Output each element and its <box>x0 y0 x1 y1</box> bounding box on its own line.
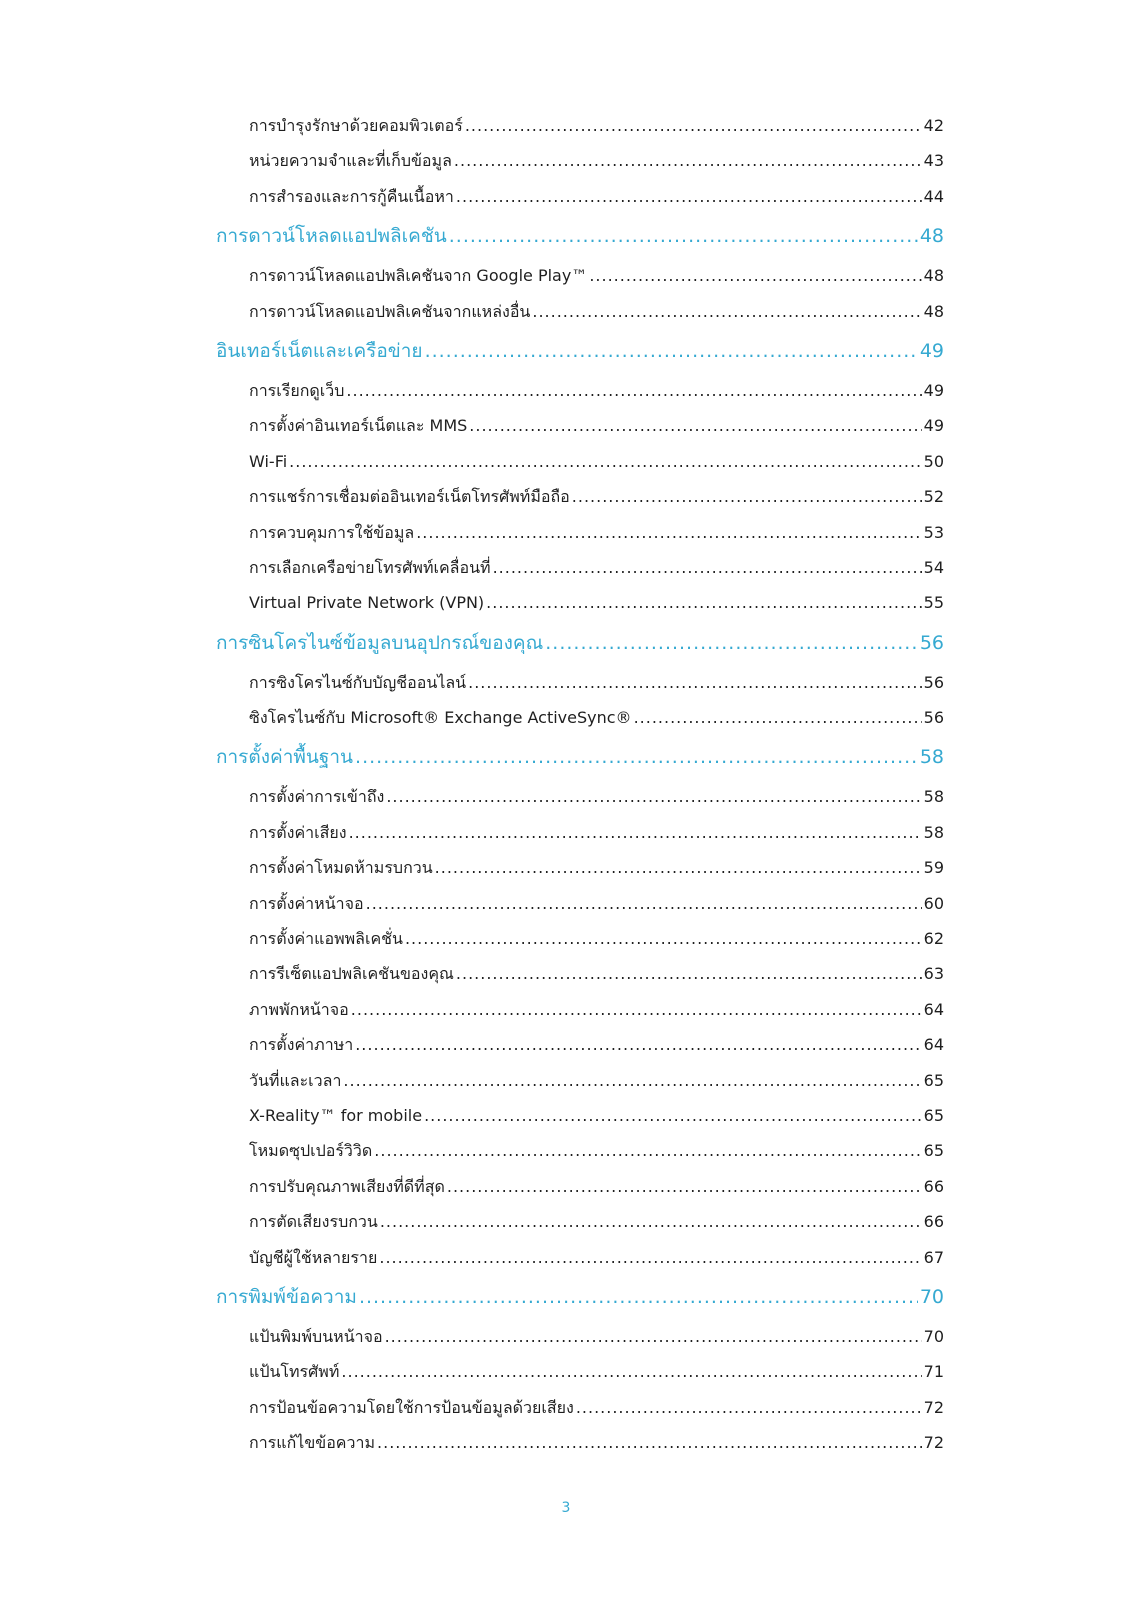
toc-entry[interactable] <box>249 1204 944 1239</box>
page-ref: 72 <box>923 1397 944 1417</box>
entry-title: บัญชีผู้ใช้หลายราย <box>249 1247 378 1267</box>
dot-leader <box>355 735 918 779</box>
toc-entry[interactable] <box>249 850 944 885</box>
dot-leader <box>359 1275 918 1319</box>
entry-title: ภาพพักหน้าจอ <box>249 999 349 1019</box>
toc-entry[interactable] <box>249 886 944 921</box>
dot-leader <box>355 1027 921 1062</box>
page-ref: 56 <box>923 672 944 692</box>
dot-leader <box>341 1354 921 1389</box>
toc-entry[interactable] <box>249 179 944 214</box>
dot-leader <box>447 1169 922 1204</box>
page-ref: 48 <box>923 301 944 321</box>
page-ref: 52 <box>923 487 944 507</box>
dot-leader <box>454 143 922 178</box>
toc-entry[interactable] <box>249 1027 944 1062</box>
dot-leader <box>634 700 922 735</box>
entry-title: หน่วยความจำและที่เก็บข้อมูล <box>249 151 452 171</box>
dot-leader <box>385 1319 922 1354</box>
toc-entry[interactable] <box>249 408 944 443</box>
toc-entry[interactable] <box>249 108 944 143</box>
entry-title: โหมดซุปเปอร์วิวิด <box>249 1141 373 1161</box>
page-ref: 72 <box>923 1433 944 1453</box>
dot-leader <box>425 329 918 373</box>
entry-title: การแก้ไขข้อความ <box>249 1433 376 1453</box>
entry-title: การดาวน์โหลดแอปพลิเคชันจากแหล่งอื่น <box>249 301 531 321</box>
page-ref: 55 <box>923 593 944 613</box>
toc-entry[interactable] <box>249 700 944 735</box>
toc-section-heading[interactable] <box>216 735 944 779</box>
page-ref: 48 <box>923 266 944 286</box>
dot-leader <box>424 1098 922 1133</box>
page-ref: 70 <box>923 1326 944 1346</box>
page-ref: 56 <box>923 708 944 728</box>
page-ref: 48 <box>919 225 944 248</box>
toc-section-heading[interactable] <box>216 329 944 373</box>
toc-section-heading[interactable] <box>216 214 944 258</box>
dot-leader <box>486 585 921 620</box>
toc-entry[interactable] <box>249 585 944 620</box>
entry-title: การตั้งค่าการเข้าถึง <box>249 787 385 807</box>
dot-leader <box>416 515 921 550</box>
page-ref: 62 <box>923 929 944 949</box>
page-ref: 67 <box>923 1247 944 1267</box>
dot-leader <box>576 1390 922 1425</box>
page-ref: 53 <box>923 522 944 542</box>
entry-title: การป้อนข้อความโดยใช้การป้อนข้อมูลด้วยเสียง <box>249 1397 574 1417</box>
entry-title: การควบคุมการใช้ข้อมูล <box>249 522 415 542</box>
entry-title: การตัดเสียงรบกวน <box>249 1212 378 1232</box>
section-title: การพิมพ์ข้อความ <box>216 1285 357 1308</box>
toc-entry[interactable] <box>249 921 944 956</box>
entry-title: X-Reality™ for mobile <box>249 1105 423 1125</box>
toc-entry[interactable] <box>249 143 944 178</box>
dot-leader <box>572 479 922 514</box>
toc-entry[interactable] <box>249 1169 944 1204</box>
dot-leader <box>289 444 921 479</box>
page-number: 3 <box>561 1500 571 1516</box>
page-ref: 49 <box>923 380 944 400</box>
toc-entry[interactable] <box>249 665 944 700</box>
page-ref: 60 <box>923 893 944 913</box>
page-ref: 63 <box>923 964 944 984</box>
dot-leader <box>493 550 922 585</box>
section-title: การซินโครไนซ์ข้อมูลบนอุปกรณ์ของคุณ <box>216 631 544 654</box>
page-ref: 44 <box>923 186 944 206</box>
page-ref: 49 <box>923 416 944 436</box>
page-ref: 64 <box>923 999 944 1019</box>
toc-entry[interactable] <box>249 1390 944 1425</box>
page-ref: 42 <box>923 116 944 135</box>
entry-title: วันที่และเวลา <box>249 1070 342 1090</box>
toc-section-heading[interactable] <box>216 621 944 665</box>
toc-entry[interactable] <box>249 550 944 585</box>
page-ref: 65 <box>923 1105 944 1125</box>
toc-entry[interactable] <box>249 1425 944 1460</box>
dot-leader <box>346 373 921 408</box>
toc-entry[interactable] <box>249 992 944 1027</box>
toc-entry[interactable] <box>249 444 944 479</box>
entry-title: การเรียกดูเว็บ <box>249 380 345 400</box>
entry-title: การดาวน์โหลดแอปพลิเคชันจาก Google Play™ <box>249 266 588 286</box>
toc-entry[interactable] <box>249 515 944 550</box>
dot-leader <box>405 921 922 956</box>
dot-leader <box>545 621 918 665</box>
dot-leader <box>379 1240 921 1275</box>
page-ref: 66 <box>923 1176 944 1196</box>
toc-entry[interactable] <box>249 779 944 814</box>
table-of-contents <box>216 108 944 1461</box>
entry-title: การตั้งค่าเสียง <box>249 822 347 842</box>
entry-title: Wi-Fi <box>249 451 288 471</box>
entry-title: แป้นพิมพ์บนหน้าจอ <box>249 1326 383 1346</box>
dot-leader <box>532 294 921 329</box>
page-ref: 54 <box>923 557 944 577</box>
entry-title: การแชร์การเชื่อมต่ออินเทอร์เน็ตโทรศัพท์มือถือ <box>249 487 570 507</box>
dot-leader <box>351 992 922 1027</box>
entry-title: แป้นโทรศัพท์ <box>249 1362 340 1382</box>
dot-leader <box>469 408 921 443</box>
entry-title: การบำรุงรักษาด้วยคอมพิวเตอร์ <box>249 116 463 135</box>
page-ref: 64 <box>923 1035 944 1055</box>
entry-title: การรีเซ็ตแอปพลิเคชันของคุณ <box>249 964 454 984</box>
toc-entry[interactable] <box>249 294 944 329</box>
dot-leader <box>456 179 922 214</box>
toc-entry[interactable] <box>249 1133 944 1168</box>
page-ref: 66 <box>923 1212 944 1232</box>
page-ref: 58 <box>923 822 944 842</box>
dot-leader <box>374 1133 921 1168</box>
dot-leader <box>386 779 921 814</box>
dot-leader <box>468 665 922 700</box>
entry-title: การตั้งค่าแอพพลิเคชั่น <box>249 929 403 949</box>
page-ref: 50 <box>923 451 944 471</box>
toc-entry[interactable] <box>249 1319 944 1354</box>
entry-title: การปรับคุณภาพเสียงที่ดีที่สุด <box>249 1176 445 1196</box>
dot-leader <box>435 850 922 885</box>
entry-title: การตั้งค่าโหมดห้ามรบกวน <box>249 858 433 878</box>
entry-title: การตั้งค่าภาษา <box>249 1035 354 1055</box>
entry-title: Virtual Private Network (VPN) <box>249 593 485 613</box>
dot-leader <box>456 956 922 991</box>
toc-entry[interactable] <box>249 479 944 514</box>
page-ref: 49 <box>919 339 944 362</box>
entry-title: ซิงโครไนซ์กับ Microsoft® Exchange ActiveSync® <box>249 708 632 728</box>
toc-entry[interactable] <box>249 373 944 408</box>
toc-entry[interactable] <box>249 258 944 293</box>
toc-entry[interactable] <box>249 815 944 850</box>
page-ref: 56 <box>919 631 944 654</box>
toc-entry[interactable] <box>249 1098 944 1133</box>
entry-title: การซิงโครไนซ์กับบัญชีออนไลน์ <box>249 672 467 692</box>
toc-section-heading[interactable] <box>216 1275 944 1319</box>
page-ref: 58 <box>919 746 944 769</box>
dot-leader <box>343 1063 921 1098</box>
entry-title: การสำรองและการกู้คืนเนื้อหา <box>249 186 454 206</box>
toc-entry[interactable] <box>249 1063 944 1098</box>
page-ref: 70 <box>919 1285 944 1308</box>
section-title: อินเทอร์เน็ตและเครือข่าย <box>216 339 423 362</box>
page-ref: 65 <box>923 1141 944 1161</box>
page-ref: 59 <box>923 858 944 878</box>
page-ref: 58 <box>923 787 944 807</box>
section-title: การตั้งค่าพื้นฐาน <box>216 746 354 769</box>
page-ref: 71 <box>923 1362 944 1382</box>
section-title: การดาวน์โหลดแอปพลิเคชัน <box>216 225 447 248</box>
dot-leader <box>380 1204 922 1239</box>
page-ref: 43 <box>923 151 944 171</box>
dot-leader <box>349 815 922 850</box>
dot-leader <box>589 258 921 293</box>
entry-title: การเลือกเครือข่ายโทรศัพท์เคลื่อนที่ <box>249 557 491 577</box>
dot-leader <box>377 1425 922 1460</box>
toc-entry[interactable] <box>249 956 944 991</box>
dot-leader <box>465 108 922 143</box>
dot-leader <box>366 886 922 921</box>
page-ref: 65 <box>923 1070 944 1090</box>
entry-title: การตั้งค่าอินเทอร์เน็ตและ MMS <box>249 416 468 436</box>
toc-entry[interactable] <box>249 1354 944 1389</box>
dot-leader <box>449 214 918 258</box>
toc-entry[interactable] <box>249 1240 944 1275</box>
entry-title: การตั้งค่าหน้าจอ <box>249 893 364 913</box>
